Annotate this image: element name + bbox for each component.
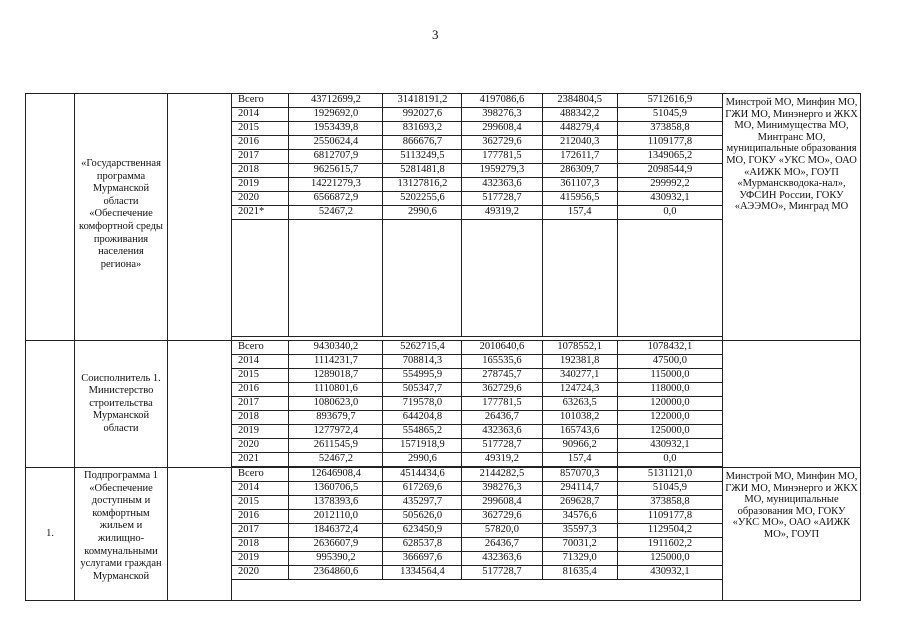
amount-cell: 361107,3 [542,178,617,192]
amount-cell: 398276,3 [462,482,542,496]
program-table [25,93,861,601]
amount-cell: 13127816,2 [383,178,462,192]
amount-cell: 2636607,9 [289,538,383,552]
amount-cell: 2550624,4 [289,136,383,150]
year-cell: 2017 [232,150,289,164]
amount-cell: 2611545,9 [289,439,383,453]
amount-cell: 122000,0 [617,411,722,425]
amount-cell: 70031,2 [542,538,617,552]
funding-row [232,383,722,397]
funding-row [232,341,722,355]
amount-cell: 51045,9 [617,482,722,496]
year-cell: 2015 [232,122,289,136]
filler-row [232,220,722,337]
funding-table [232,468,722,580]
amount-cell: 517728,7 [462,192,542,206]
amount-cell: 1953439,8 [289,122,383,136]
filler-cell [462,220,542,337]
amount-cell: 212040,3 [542,136,617,150]
funding-row [232,566,722,580]
year-cell: 2020 [232,192,289,206]
amount-cell: 157,4 [542,206,617,220]
amount-cell: 505626,0 [383,510,462,524]
year-cell: 2020 [232,439,289,453]
amount-cell: 101038,2 [542,411,617,425]
executors-cell: Минстрой МО, Минфин МО, ГЖИ МО, Минэнерго и ЖКХ МО, муниципальные образования МО, ГОКУ «УКС МО», ОАО «АИЖК МО», ГОУП [723,468,861,601]
amount-cell: 995390,2 [289,552,383,566]
funding-row [232,496,722,510]
amount-cell: 294114,7 [542,482,617,496]
amount-cell: 430932,1 [617,439,722,453]
program-block-row [26,468,861,601]
amount-cell: 617269,6 [383,482,462,496]
amount-cell: 0,0 [617,453,722,467]
amount-cell: 488342,2 [542,108,617,122]
amount-cell: 2144282,5 [462,468,542,482]
amount-cell: 51045,9 [617,108,722,122]
amount-cell: 5131121,0 [617,468,722,482]
funding-row [232,411,722,425]
amount-cell: 177781,5 [462,397,542,411]
amount-cell: 430932,1 [617,566,722,580]
funding-row [232,468,722,482]
program-block-row [26,341,861,468]
amount-cell: 1078432,1 [617,341,722,355]
funding-row [232,482,722,496]
amount-cell: 2010640,6 [462,341,542,355]
amount-cell: 35597,3 [542,524,617,538]
year-cell: 2016 [232,383,289,397]
amount-cell: 5202255,6 [383,192,462,206]
funding-row [232,355,722,369]
amount-cell: 1349065,2 [617,150,722,164]
amount-cell: 4514434,6 [383,468,462,482]
funding-row [232,122,722,136]
amount-cell: 1846372,4 [289,524,383,538]
amount-cell: 6566872,9 [289,192,383,206]
amount-cell: 299608,4 [462,496,542,510]
amount-cell: 2990,6 [383,206,462,220]
item-number [26,94,75,341]
funding-row [232,136,722,150]
amount-cell: 1078552,1 [542,341,617,355]
amount-cell: 5262715,4 [383,341,462,355]
amount-cell: 2012110,0 [289,510,383,524]
amount-cell: 120000,0 [617,397,722,411]
filler-cell [232,220,289,337]
amount-cell: 366697,6 [383,552,462,566]
amount-cell: 2990,6 [383,453,462,467]
amount-cell: 432363,6 [462,178,542,192]
year-cell: 2014 [232,108,289,122]
funding-cell [232,341,723,468]
amount-cell: 1114231,7 [289,355,383,369]
item-number [26,341,75,468]
amount-cell: 628537,8 [383,538,462,552]
amount-cell: 52467,2 [289,206,383,220]
amount-cell: 9625615,7 [289,164,383,178]
funding-row [232,206,722,220]
year-cell: 2021* [232,206,289,220]
executors-cell: Минстрой МО, Минфин МО, ГЖИ МО, Минэнерго и ЖКХ МО, Минимущества МО, Минтранс МО, муниципальные образования МО, ГОКУ «УКС МО», ОАО «АИЖК МО», ГОУП «Мурманскводока-нал», УФСИН России, ГОКУ «АЭЭМО», Минград МО [723,94,861,341]
amount-cell: 43712699,2 [289,94,383,108]
amount-cell: 26436,7 [462,538,542,552]
amount-cell: 362729,6 [462,136,542,150]
amount-cell: 432363,6 [462,425,542,439]
year-cell: Всего [232,341,289,355]
funding-row [232,538,722,552]
program-title: Соисполнитель 1. Министерство строительства Мурманской области [75,341,168,468]
amount-cell: 192381,8 [542,355,617,369]
amount-cell: 1334564,4 [383,566,462,580]
amount-cell: 1080623,0 [289,397,383,411]
year-cell: Всего [232,468,289,482]
amount-cell: 362729,6 [462,510,542,524]
amount-cell: 2364860,6 [289,566,383,580]
amount-cell: 432363,6 [462,552,542,566]
funding-row [232,397,722,411]
amount-cell: 52467,2 [289,453,383,467]
amount-cell: 81635,4 [542,566,617,580]
program-title: Подпрограмма 1 «Обеспечение доступным и комфортным жильем и жилищно-коммунальными услугами граждан Мурманской [75,468,168,601]
empty-cell [168,94,232,341]
amount-cell: 165535,6 [462,355,542,369]
amount-cell: 2384804,5 [542,94,617,108]
year-cell: Всего [232,94,289,108]
amount-cell: 866676,7 [383,136,462,150]
amount-cell: 644204,8 [383,411,462,425]
filler-cell [542,220,617,337]
funding-table [232,94,722,337]
year-cell: 2019 [232,425,289,439]
amount-cell: 0,0 [617,206,722,220]
amount-cell: 2098544,9 [617,164,722,178]
year-cell: 2020 [232,566,289,580]
amount-cell: 373858,8 [617,122,722,136]
amount-cell: 1959279,3 [462,164,542,178]
amount-cell: 1109177,8 [617,510,722,524]
amount-cell: 299992,2 [617,178,722,192]
amount-cell: 623450,9 [383,524,462,538]
amount-cell: 831693,2 [383,122,462,136]
funding-row [232,369,722,383]
page-number: 3 [432,27,439,42]
amount-cell: 12646908,4 [289,468,383,482]
amount-cell: 26436,7 [462,411,542,425]
amount-cell: 124724,3 [542,383,617,397]
funding-row [232,453,722,467]
amount-cell: 554865,2 [383,425,462,439]
amount-cell: 517728,7 [462,566,542,580]
year-cell: 2017 [232,397,289,411]
amount-cell: 14221279,3 [289,178,383,192]
funding-row [232,552,722,566]
amount-cell: 115000,0 [617,369,722,383]
amount-cell: 125000,0 [617,552,722,566]
amount-cell: 4197086,6 [462,94,542,108]
funding-row [232,108,722,122]
year-cell: 2018 [232,538,289,552]
amount-cell: 1571918,9 [383,439,462,453]
amount-cell: 1109177,8 [617,136,722,150]
amount-cell: 5281481,8 [383,164,462,178]
funding-row [232,192,722,206]
executors-cell [723,341,861,468]
amount-cell: 1277972,4 [289,425,383,439]
year-cell: 2019 [232,178,289,192]
amount-cell: 172611,7 [542,150,617,164]
amount-cell: 448279,4 [542,122,617,136]
amount-cell: 57820,0 [462,524,542,538]
amount-cell: 517728,7 [462,439,542,453]
amount-cell: 299608,4 [462,122,542,136]
program-block-row [26,94,861,341]
empty-cell [168,341,232,468]
program-title: «Государственная программа Мурманской области «Обеспечение комфортной среды проживания населения региона» [75,94,168,341]
amount-cell: 286309,7 [542,164,617,178]
amount-cell: 269628,7 [542,496,617,510]
funding-row [232,439,722,453]
amount-cell: 1929692,0 [289,108,383,122]
amount-cell: 1360706,5 [289,482,383,496]
funding-row [232,178,722,192]
amount-cell: 708814,3 [383,355,462,369]
amount-cell: 415956,5 [542,192,617,206]
amount-cell: 6812707,9 [289,150,383,164]
amount-cell: 362729,6 [462,383,542,397]
amount-cell: 992027,6 [383,108,462,122]
funding-row [232,425,722,439]
amount-cell: 430932,1 [617,192,722,206]
year-cell: 2019 [232,552,289,566]
amount-cell: 90966,2 [542,439,617,453]
amount-cell: 373858,8 [617,496,722,510]
amount-cell: 1110801,6 [289,383,383,397]
year-cell: 2016 [232,510,289,524]
amount-cell: 278745,7 [462,369,542,383]
amount-cell: 31418191,2 [383,94,462,108]
funding-row [232,150,722,164]
year-cell: 2015 [232,369,289,383]
amount-cell: 5113249,5 [383,150,462,164]
amount-cell: 49319,2 [462,453,542,467]
amount-cell: 719578,0 [383,397,462,411]
amount-cell: 157,4 [542,453,617,467]
year-cell: 2021 [232,453,289,467]
filler-cell [289,220,383,337]
amount-cell: 34576,6 [542,510,617,524]
amount-cell: 71329,0 [542,552,617,566]
year-cell: 2014 [232,355,289,369]
amount-cell: 5712616,9 [617,94,722,108]
amount-cell: 1911602,2 [617,538,722,552]
amount-cell: 340277,1 [542,369,617,383]
amount-cell: 49319,2 [462,206,542,220]
amount-cell: 435297,7 [383,496,462,510]
year-cell: 2016 [232,136,289,150]
amount-cell: 165743,6 [542,425,617,439]
amount-cell: 47500,0 [617,355,722,369]
amount-cell: 1129504,2 [617,524,722,538]
year-cell: 2018 [232,164,289,178]
amount-cell: 1289018,7 [289,369,383,383]
empty-cell [168,468,232,601]
amount-cell: 177781,5 [462,150,542,164]
year-cell: 2014 [232,482,289,496]
amount-cell: 1378393,6 [289,496,383,510]
amount-cell: 554995,9 [383,369,462,383]
amount-cell: 9430340,2 [289,341,383,355]
amount-cell: 118000,0 [617,383,722,397]
funding-row [232,510,722,524]
funding-table [232,341,722,467]
funding-row [232,164,722,178]
year-cell: 2015 [232,496,289,510]
amount-cell: 125000,0 [617,425,722,439]
amount-cell: 857070,3 [542,468,617,482]
funding-row [232,94,722,108]
year-cell: 2017 [232,524,289,538]
amount-cell: 893679,7 [289,411,383,425]
filler-cell [383,220,462,337]
amount-cell: 505347,7 [383,383,462,397]
item-number: 1. [26,468,75,601]
year-cell: 2018 [232,411,289,425]
filler-cell [617,220,722,337]
amount-cell: 63263,5 [542,397,617,411]
funding-cell [232,94,723,341]
amount-cell: 398276,3 [462,108,542,122]
funding-row [232,524,722,538]
funding-cell [232,468,723,601]
